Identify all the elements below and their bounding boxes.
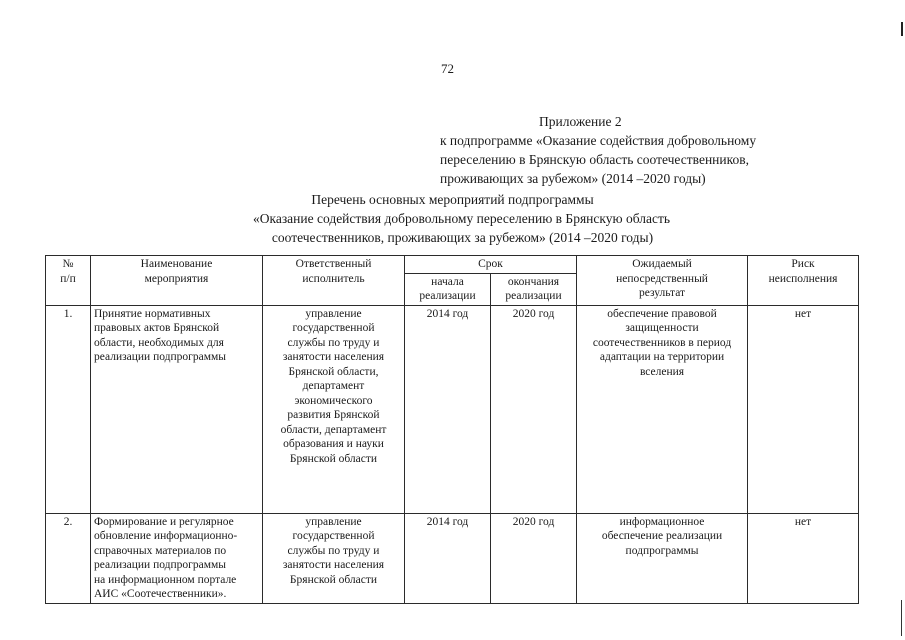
header-event-name: Наименование мероприятия	[91, 256, 263, 306]
cell-risk: нет	[748, 513, 859, 603]
cell-end: 2020 год	[491, 305, 577, 513]
appendix-block	[440, 112, 756, 188]
table-row	[46, 513, 859, 603]
cell-expected-result: обеспечение правовой защищенности соотечественников в период адаптации на территории вселения	[577, 305, 748, 513]
appendix-line: к подпрограмме «Оказание содействия добровольному	[440, 133, 757, 148]
page-number: 72	[441, 61, 454, 76]
appendix-title: Приложение 2	[539, 114, 622, 129]
cell-number: 2.	[46, 513, 91, 603]
header-expected-result: Ожидаемый непосредственный результат	[577, 256, 748, 306]
cell-start: 2014 год	[405, 513, 491, 603]
cell-expected-result: информационное обеспечение реализации подпрограммы	[577, 513, 748, 603]
events-table	[45, 255, 859, 604]
appendix-line: переселению в Брянскую область соотечественников,	[440, 152, 749, 167]
cell-start: 2014 год	[405, 305, 491, 513]
cell-end: 2020 год	[491, 513, 577, 603]
scan-margin-mark	[901, 600, 902, 636]
appendix-line: проживающих за рубежом» (2014 –2020 годы)	[440, 171, 706, 186]
header-responsible: Ответственный исполнитель	[263, 256, 405, 306]
document-title-line: соотечественников, проживающих за рубежом» (2014 –2020 годы)	[271, 230, 654, 245]
document-title-line: «Оказание содействия добровольному переселению в Брянскую область	[252, 211, 671, 226]
header-risk: Риск неисполнения	[748, 256, 859, 306]
cell-risk: нет	[748, 305, 859, 513]
header-term: Срок	[405, 256, 577, 274]
scan-margin-mark	[901, 22, 903, 36]
header-end: окончания реализации	[491, 273, 577, 305]
table-row	[46, 305, 859, 513]
header-start: начала реализации	[405, 273, 491, 305]
cell-responsible: управление государственной службы по труду и занятости населения Брянской области	[263, 513, 405, 603]
document-title	[0, 190, 905, 247]
cell-event-name: Принятие нормативных правовых актов Брянской области, необходимых для реализации подпрограммы	[91, 305, 263, 513]
table-header-row	[46, 256, 859, 274]
cell-responsible: управление государственной службы по труду и занятости населения Брянской области, департамент экономического развития Брянской области, департамент образования и науки Брянской области	[263, 305, 405, 513]
cell-event-name: Формирование и регулярное обновление информационно- справочных материалов по реализации подпрограммы на информационном портале АИС «Соотечественники».	[91, 513, 263, 603]
header-number: № п/п	[46, 256, 91, 306]
document-title-line: Перечень основных мероприятий подпрограммы	[311, 192, 594, 207]
cell-number: 1.	[46, 305, 91, 513]
